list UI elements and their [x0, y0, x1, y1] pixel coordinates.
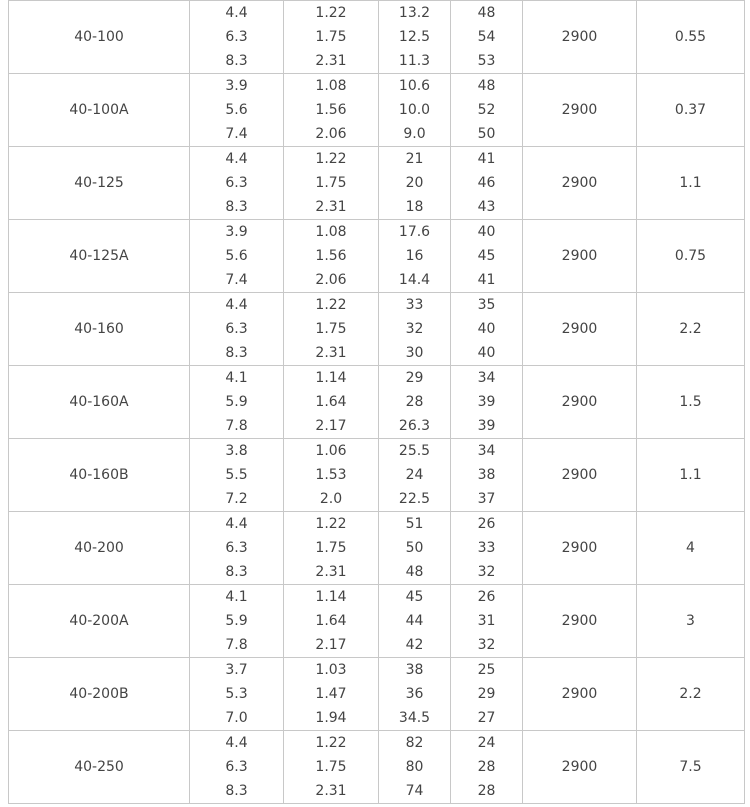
flow-ls-cell-value: 1.03	[315, 662, 347, 678]
head-cell-value: 10.6	[398, 78, 431, 94]
model-cell: 40-160	[9, 293, 190, 366]
efficiency-cell	[451, 512, 523, 585]
speed-cell: 2900	[523, 658, 637, 731]
efficiency-cell-value: 33	[477, 540, 496, 556]
efficiency-cell-value: 50	[477, 126, 496, 142]
model-cell: 40-200A	[9, 585, 190, 658]
speed-cell: 2900	[523, 585, 637, 658]
efficiency-cell	[451, 1, 523, 74]
flow-ls-cell-value: 2.17	[315, 418, 347, 434]
model-cell: 40-125A	[9, 220, 190, 293]
flow-ls-cell	[284, 366, 379, 439]
flow-m3h-cell-value: 6.3	[225, 321, 248, 337]
flow-ls-cell-value: 2.31	[315, 783, 347, 799]
efficiency-cell-value: 48	[477, 5, 496, 21]
head-cell-value: 16	[405, 248, 424, 264]
flow-ls-cell	[284, 74, 379, 147]
flow-m3h-cell	[190, 220, 284, 293]
flow-m3h-cell	[190, 1, 284, 74]
head-cell-value: 36	[405, 686, 424, 702]
flow-ls-cell-value: 1.75	[315, 540, 347, 556]
speed-cell: 2900	[523, 74, 637, 147]
efficiency-cell	[451, 658, 523, 731]
power-cell: 3	[637, 585, 745, 658]
flow-m3h-cell-value: 5.5	[225, 467, 248, 483]
speed-cell: 2900	[523, 731, 637, 804]
flow-ls-cell	[284, 658, 379, 731]
table-row	[9, 731, 745, 804]
efficiency-cell-value: 32	[477, 637, 496, 653]
table-row	[9, 74, 745, 147]
head-cell-value: 21	[405, 151, 424, 167]
flow-m3h-cell-value: 7.0	[225, 710, 248, 726]
power-cell: 2.2	[637, 293, 745, 366]
head-cell-value: 82	[405, 735, 424, 751]
head-cell-value: 9.0	[403, 126, 426, 142]
flow-ls-cell-value: 1.64	[315, 613, 347, 629]
speed-cell: 2900	[523, 147, 637, 220]
efficiency-cell-value: 32	[477, 564, 496, 580]
flow-m3h-cell-value: 3.9	[225, 78, 248, 94]
flow-m3h-cell-value: 5.3	[225, 686, 248, 702]
flow-ls-cell-value: 2.31	[315, 564, 347, 580]
head-cell	[379, 439, 451, 512]
flow-ls-cell-value: 1.75	[315, 175, 347, 191]
efficiency-cell-value: 34	[477, 443, 496, 459]
table-row	[9, 512, 745, 585]
efficiency-cell-value: 41	[477, 151, 496, 167]
speed-cell: 2900	[523, 366, 637, 439]
efficiency-cell-value: 39	[477, 418, 496, 434]
flow-ls-cell-value: 2.31	[315, 345, 347, 361]
head-cell-value: 24	[405, 467, 424, 483]
flow-m3h-cell-value: 6.3	[225, 175, 248, 191]
flow-ls-cell-value: 1.64	[315, 394, 347, 410]
flow-ls-cell-value: 1.14	[315, 370, 347, 386]
flow-ls-cell-value: 2.31	[315, 53, 347, 69]
efficiency-cell	[451, 74, 523, 147]
flow-m3h-cell-value: 4.4	[225, 735, 248, 751]
model-cell: 40-200B	[9, 658, 190, 731]
model-cell: 40-250	[9, 731, 190, 804]
table-row	[9, 220, 745, 293]
flow-ls-cell-value: 1.75	[315, 759, 347, 775]
flow-ls-cell-value: 1.22	[315, 297, 347, 313]
flow-m3h-cell	[190, 74, 284, 147]
head-cell-value: 51	[405, 516, 424, 532]
flow-m3h-cell-value: 8.3	[225, 199, 248, 215]
flow-ls-cell	[284, 585, 379, 658]
efficiency-cell-value: 54	[477, 29, 496, 45]
speed-cell: 2900	[523, 1, 637, 74]
flow-m3h-cell-value: 6.3	[225, 540, 248, 556]
power-cell: 0.55	[637, 1, 745, 74]
power-cell: 1.5	[637, 366, 745, 439]
flow-ls-cell	[284, 439, 379, 512]
flow-m3h-cell-value: 4.1	[225, 589, 248, 605]
efficiency-cell-value: 31	[477, 613, 496, 629]
model-cell: 40-160A	[9, 366, 190, 439]
flow-m3h-cell-value: 6.3	[225, 759, 248, 775]
head-cell	[379, 293, 451, 366]
head-cell-value: 34.5	[398, 710, 431, 726]
power-cell: 4	[637, 512, 745, 585]
head-cell	[379, 512, 451, 585]
table-row	[9, 658, 745, 731]
flow-m3h-cell	[190, 293, 284, 366]
flow-ls-cell-value: 1.94	[315, 710, 347, 726]
flow-m3h-cell-value: 5.6	[225, 248, 248, 264]
head-cell	[379, 658, 451, 731]
head-cell-value: 80	[405, 759, 424, 775]
flow-ls-cell-value: 1.56	[315, 102, 347, 118]
head-cell-value: 18	[405, 199, 424, 215]
efficiency-cell-value: 48	[477, 78, 496, 94]
flow-ls-cell-value: 2.31	[315, 199, 347, 215]
flow-m3h-cell	[190, 512, 284, 585]
efficiency-cell-value: 34	[477, 370, 496, 386]
efficiency-cell-value: 46	[477, 175, 496, 191]
flow-m3h-cell	[190, 731, 284, 804]
head-cell-value: 14.4	[398, 272, 431, 288]
flow-ls-cell-value: 2.06	[315, 272, 347, 288]
head-cell-value: 44	[405, 613, 424, 629]
head-cell-value: 28	[405, 394, 424, 410]
head-cell-value: 13.2	[398, 5, 431, 21]
flow-ls-cell-value: 1.22	[315, 735, 347, 751]
head-cell	[379, 220, 451, 293]
speed-cell: 2900	[523, 220, 637, 293]
flow-ls-cell-value: 1.75	[315, 29, 347, 45]
flow-m3h-cell	[190, 147, 284, 220]
flow-ls-cell	[284, 147, 379, 220]
flow-ls-cell	[284, 220, 379, 293]
flow-m3h-cell-value: 3.9	[225, 224, 248, 240]
efficiency-cell-value: 40	[477, 224, 496, 240]
flow-ls-cell-value: 1.06	[315, 443, 347, 459]
flow-ls-cell-value: 1.22	[315, 516, 347, 532]
efficiency-cell-value: 24	[477, 735, 496, 751]
flow-m3h-cell	[190, 658, 284, 731]
head-cell-value: 30	[405, 345, 424, 361]
head-cell	[379, 74, 451, 147]
model-cell: 40-160B	[9, 439, 190, 512]
speed-cell: 2900	[523, 293, 637, 366]
table-row	[9, 1, 745, 74]
power-cell: 7.5	[637, 731, 745, 804]
flow-ls-cell-value: 1.75	[315, 321, 347, 337]
head-cell-value: 26.3	[398, 418, 431, 434]
flow-m3h-cell-value: 7.4	[225, 272, 248, 288]
flow-m3h-cell-value: 7.8	[225, 637, 248, 653]
efficiency-cell-value: 26	[477, 516, 496, 532]
head-cell-value: 17.6	[398, 224, 431, 240]
model-cell: 40-125	[9, 147, 190, 220]
flow-ls-cell-value: 1.22	[315, 5, 347, 21]
flow-m3h-cell-value: 4.4	[225, 516, 248, 532]
model-cell: 40-200	[9, 512, 190, 585]
flow-ls-cell-value: 1.14	[315, 589, 347, 605]
efficiency-cell-value: 41	[477, 272, 496, 288]
flow-ls-cell	[284, 293, 379, 366]
flow-ls-cell-value: 2.17	[315, 637, 347, 653]
head-cell-value: 10.0	[398, 102, 431, 118]
head-cell	[379, 1, 451, 74]
flow-ls-cell-value: 1.47	[315, 686, 347, 702]
efficiency-cell-value: 29	[477, 686, 496, 702]
head-cell	[379, 147, 451, 220]
flow-m3h-cell	[190, 585, 284, 658]
efficiency-cell-value: 27	[477, 710, 496, 726]
head-cell-value: 25.5	[398, 443, 431, 459]
efficiency-cell-value: 39	[477, 394, 496, 410]
efficiency-cell-value: 37	[477, 491, 496, 507]
efficiency-cell-value: 45	[477, 248, 496, 264]
power-cell: 1.1	[637, 439, 745, 512]
power-cell: 2.2	[637, 658, 745, 731]
flow-m3h-cell-value: 7.8	[225, 418, 248, 434]
flow-m3h-cell-value: 5.9	[225, 613, 248, 629]
flow-m3h-cell-value: 8.3	[225, 53, 248, 69]
head-cell	[379, 366, 451, 439]
flow-ls-cell-value: 1.56	[315, 248, 347, 264]
flow-m3h-cell-value: 8.3	[225, 564, 248, 580]
model-cell: 40-100A	[9, 74, 190, 147]
flow-ls-cell-value: 1.08	[315, 224, 347, 240]
efficiency-cell	[451, 439, 523, 512]
table-row	[9, 147, 745, 220]
head-cell-value: 20	[405, 175, 424, 191]
table-body	[9, 1, 745, 804]
efficiency-cell	[451, 585, 523, 658]
table-row	[9, 293, 745, 366]
flow-m3h-cell-value: 8.3	[225, 345, 248, 361]
flow-m3h-cell-value: 3.7	[225, 662, 248, 678]
head-cell-value: 29	[405, 370, 424, 386]
head-cell-value: 22.5	[398, 491, 431, 507]
efficiency-cell	[451, 366, 523, 439]
flow-ls-cell-value: 2.0	[319, 491, 343, 507]
table-row	[9, 366, 745, 439]
flow-ls-cell-value: 2.06	[315, 126, 347, 142]
head-cell-value: 74	[405, 783, 424, 799]
efficiency-cell	[451, 147, 523, 220]
head-cell-value: 50	[405, 540, 424, 556]
flow-m3h-cell	[190, 366, 284, 439]
head-cell-value: 48	[405, 564, 424, 580]
head-cell-value: 33	[405, 297, 424, 313]
flow-m3h-cell-value: 4.1	[225, 370, 248, 386]
flow-m3h-cell-value: 5.6	[225, 102, 248, 118]
flow-m3h-cell-value: 4.4	[225, 297, 248, 313]
efficiency-cell	[451, 293, 523, 366]
efficiency-cell-value: 40	[477, 345, 496, 361]
flow-ls-cell-value: 1.22	[315, 151, 347, 167]
efficiency-cell-value: 53	[477, 53, 496, 69]
efficiency-cell-value: 43	[477, 199, 496, 215]
table-row	[9, 585, 745, 658]
efficiency-cell-value: 35	[477, 297, 496, 313]
head-cell-value: 45	[405, 589, 424, 605]
head-cell-value: 32	[405, 321, 424, 337]
power-cell: 1.1	[637, 147, 745, 220]
flow-ls-cell	[284, 731, 379, 804]
efficiency-cell-value: 38	[477, 467, 496, 483]
speed-cell: 2900	[523, 439, 637, 512]
model-cell: 40-100	[9, 1, 190, 74]
head-cell-value: 42	[405, 637, 424, 653]
efficiency-cell	[451, 731, 523, 804]
power-cell: 0.75	[637, 220, 745, 293]
efficiency-cell-value: 52	[477, 102, 496, 118]
flow-ls-cell-value: 1.08	[315, 78, 347, 94]
flow-m3h-cell-value: 4.4	[225, 5, 248, 21]
flow-m3h-cell-value: 7.2	[225, 491, 248, 507]
head-cell	[379, 731, 451, 804]
pump-spec-table	[8, 0, 745, 804]
head-cell-value: 11.3	[398, 53, 431, 69]
flow-ls-cell	[284, 1, 379, 74]
table-row	[9, 439, 745, 512]
flow-m3h-cell	[190, 439, 284, 512]
head-cell-value: 38	[405, 662, 424, 678]
efficiency-cell-value: 28	[477, 759, 496, 775]
flow-m3h-cell-value: 8.3	[225, 783, 248, 799]
efficiency-cell-value: 28	[477, 783, 496, 799]
efficiency-cell-value: 40	[477, 321, 496, 337]
flow-m3h-cell-value: 4.4	[225, 151, 248, 167]
speed-cell: 2900	[523, 512, 637, 585]
flow-m3h-cell-value: 7.4	[225, 126, 248, 142]
flow-ls-cell-value: 1.53	[315, 467, 347, 483]
power-cell: 0.37	[637, 74, 745, 147]
flow-m3h-cell-value: 6.3	[225, 29, 248, 45]
head-cell-value: 12.5	[398, 29, 431, 45]
efficiency-cell-value: 25	[477, 662, 496, 678]
efficiency-cell	[451, 220, 523, 293]
flow-ls-cell	[284, 512, 379, 585]
head-cell	[379, 585, 451, 658]
efficiency-cell-value: 26	[477, 589, 496, 605]
flow-m3h-cell-value: 5.9	[225, 394, 248, 410]
flow-m3h-cell-value: 3.8	[225, 443, 248, 459]
